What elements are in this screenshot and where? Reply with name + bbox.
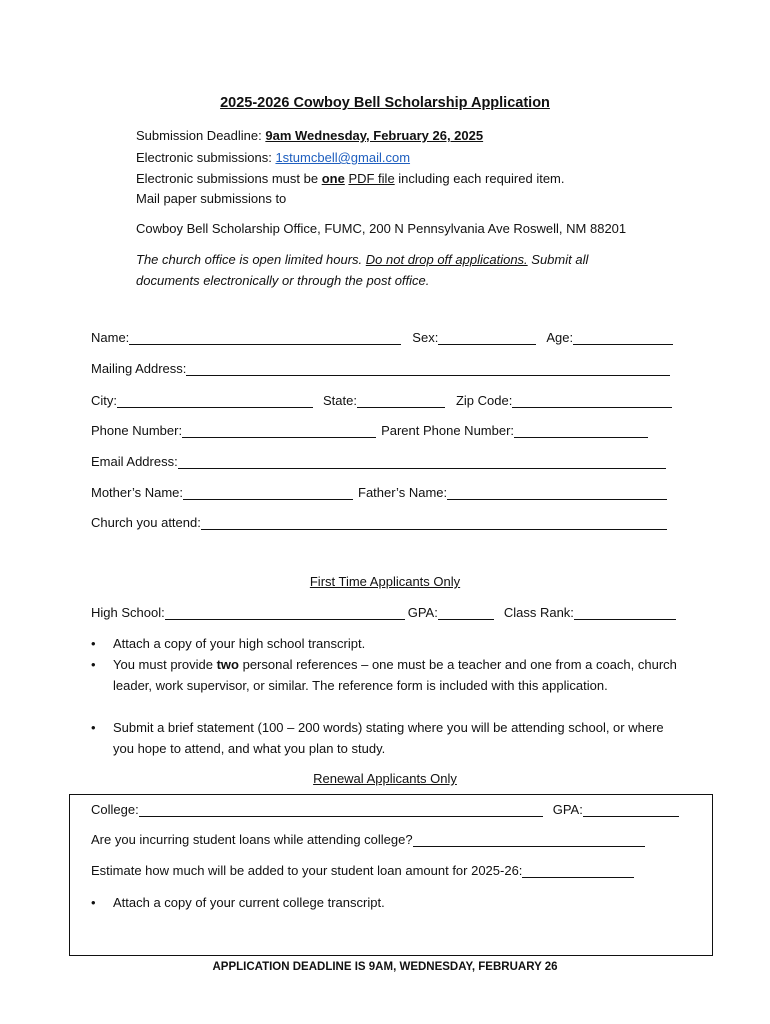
mailing-row xyxy=(91,361,670,376)
bullet-transcript-text: Attach a copy of your high school transcript. xyxy=(113,636,366,651)
renewal-gpa-field[interactable] xyxy=(583,803,679,817)
pdf-file: PDF file xyxy=(348,171,395,186)
note-2: Submit all xyxy=(527,252,589,267)
gpa-field[interactable] xyxy=(438,606,494,620)
email-row xyxy=(91,454,666,469)
pdf-one: one xyxy=(321,171,345,186)
electronic-line xyxy=(136,150,410,165)
bullet-statement-text: Submit a brief statement (100 – 200 words) stating where you will be attending school, or where you hope to attend, and what you plan to study. xyxy=(113,720,664,756)
note-underlined: Do not drop off applications. xyxy=(365,252,528,267)
email-label: Email Address: xyxy=(91,454,178,469)
mother-label: Mother’s Name: xyxy=(91,485,183,500)
sex-label: Sex: xyxy=(412,330,439,345)
footer-deadline: APPLICATION DEADLINE IS 9AM, WEDNESDAY, FEBRUARY 26 xyxy=(212,961,558,973)
deadline-line xyxy=(136,128,483,143)
deadline-value: 9am Wednesday, February 26, 2025 xyxy=(265,128,484,143)
college-label: College: xyxy=(91,802,139,817)
class-rank-field[interactable] xyxy=(574,606,676,620)
loan-estimate-row xyxy=(91,863,634,878)
bullet-2-post: personal references – one must be a teacher and one from a coach, church leader, work supervisor, or similar. The reference form is included with this application. xyxy=(113,657,677,693)
father-label: Father’s Name: xyxy=(358,485,448,500)
phone-row xyxy=(91,423,648,438)
name-field[interactable] xyxy=(129,331,401,345)
office-note-2: documents electronically or through the post office. xyxy=(136,273,430,288)
page-title: 2025-2026 Cowboy Bell Scholarship Application xyxy=(220,95,550,111)
sex-field[interactable] xyxy=(438,331,536,345)
church-field[interactable] xyxy=(201,516,667,530)
phone-field[interactable] xyxy=(182,424,376,438)
first-time-heading: First Time Applicants Only xyxy=(309,574,461,589)
deadline-label: Submission Deadline: xyxy=(136,128,266,143)
college-row xyxy=(91,802,679,817)
bullet-references xyxy=(91,654,681,696)
name-row xyxy=(91,330,673,345)
pdf-post: including each required item. xyxy=(394,171,565,186)
bullet-transcript xyxy=(91,633,681,654)
phone-label: Phone Number: xyxy=(91,423,183,438)
bullet-icon: • xyxy=(91,720,96,735)
bullet-references-text xyxy=(113,654,681,696)
loans-field[interactable] xyxy=(413,833,645,847)
state-label: State: xyxy=(323,393,357,408)
bullet-icon: • xyxy=(91,895,96,910)
bullet-college-transcript xyxy=(91,892,681,913)
note-1: The church office is open limited hours. xyxy=(136,252,366,267)
city-label: City: xyxy=(91,393,117,408)
bullet-statement xyxy=(91,717,681,759)
name-label: Name: xyxy=(91,330,130,345)
renewal-heading: Renewal Applicants Only xyxy=(313,771,457,786)
parents-row xyxy=(91,485,667,500)
city-row xyxy=(91,393,672,408)
loans-label: Are you incurring student loans while attending college? xyxy=(91,832,413,847)
electronic-label: Electronic submissions: xyxy=(136,150,276,165)
loan-estimate-label: Estimate how much will be added to your student loan amount for 2025-26: xyxy=(91,863,523,878)
loan-estimate-field[interactable] xyxy=(522,864,634,878)
renewal-gpa-label: GPA: xyxy=(552,802,583,817)
high-school-label: High School: xyxy=(91,605,165,620)
father-field[interactable] xyxy=(447,486,667,500)
email-link[interactable]: 1stumcbell@gmail.com xyxy=(275,150,411,165)
state-field[interactable] xyxy=(357,394,445,408)
age-field[interactable] xyxy=(573,331,673,345)
mother-field[interactable] xyxy=(183,486,353,500)
loans-row xyxy=(91,832,645,847)
high-school-row xyxy=(91,605,676,620)
college-field[interactable] xyxy=(139,803,543,817)
church-row xyxy=(91,515,667,530)
bullet-2-pre: You must provide xyxy=(113,657,217,672)
mailing-label: Mailing Address: xyxy=(91,361,187,376)
bullet-college-transcript-text: Attach a copy of your current college transcript. xyxy=(113,895,385,910)
zip-field[interactable] xyxy=(512,394,672,408)
parent-phone-field[interactable] xyxy=(514,424,648,438)
pdf-pre: Electronic submissions must be xyxy=(136,171,322,186)
church-label: Church you attend: xyxy=(91,515,201,530)
bullet-icon: • xyxy=(91,636,96,651)
high-school-field[interactable] xyxy=(165,606,405,620)
class-rank-label: Class Rank: xyxy=(503,605,574,620)
city-field[interactable] xyxy=(117,394,313,408)
mail-label: Mail paper submissions to xyxy=(136,191,287,206)
bullet-2-bold: two xyxy=(216,657,239,672)
zip-label: Zip Code: xyxy=(455,393,513,408)
mailing-address-office: Cowboy Bell Scholarship Office, FUMC, 200 N Pennsylvania Ave Roswell, NM 88201 xyxy=(136,221,627,236)
gpa-label: GPA: xyxy=(407,605,438,620)
office-note xyxy=(136,252,588,267)
age-label: Age: xyxy=(546,330,574,345)
mailing-field[interactable] xyxy=(186,362,670,376)
pdf-line xyxy=(136,171,565,186)
email-field[interactable] xyxy=(178,455,666,469)
bullet-icon: • xyxy=(91,657,96,672)
parent-phone-label: Parent Phone Number: xyxy=(381,423,515,438)
